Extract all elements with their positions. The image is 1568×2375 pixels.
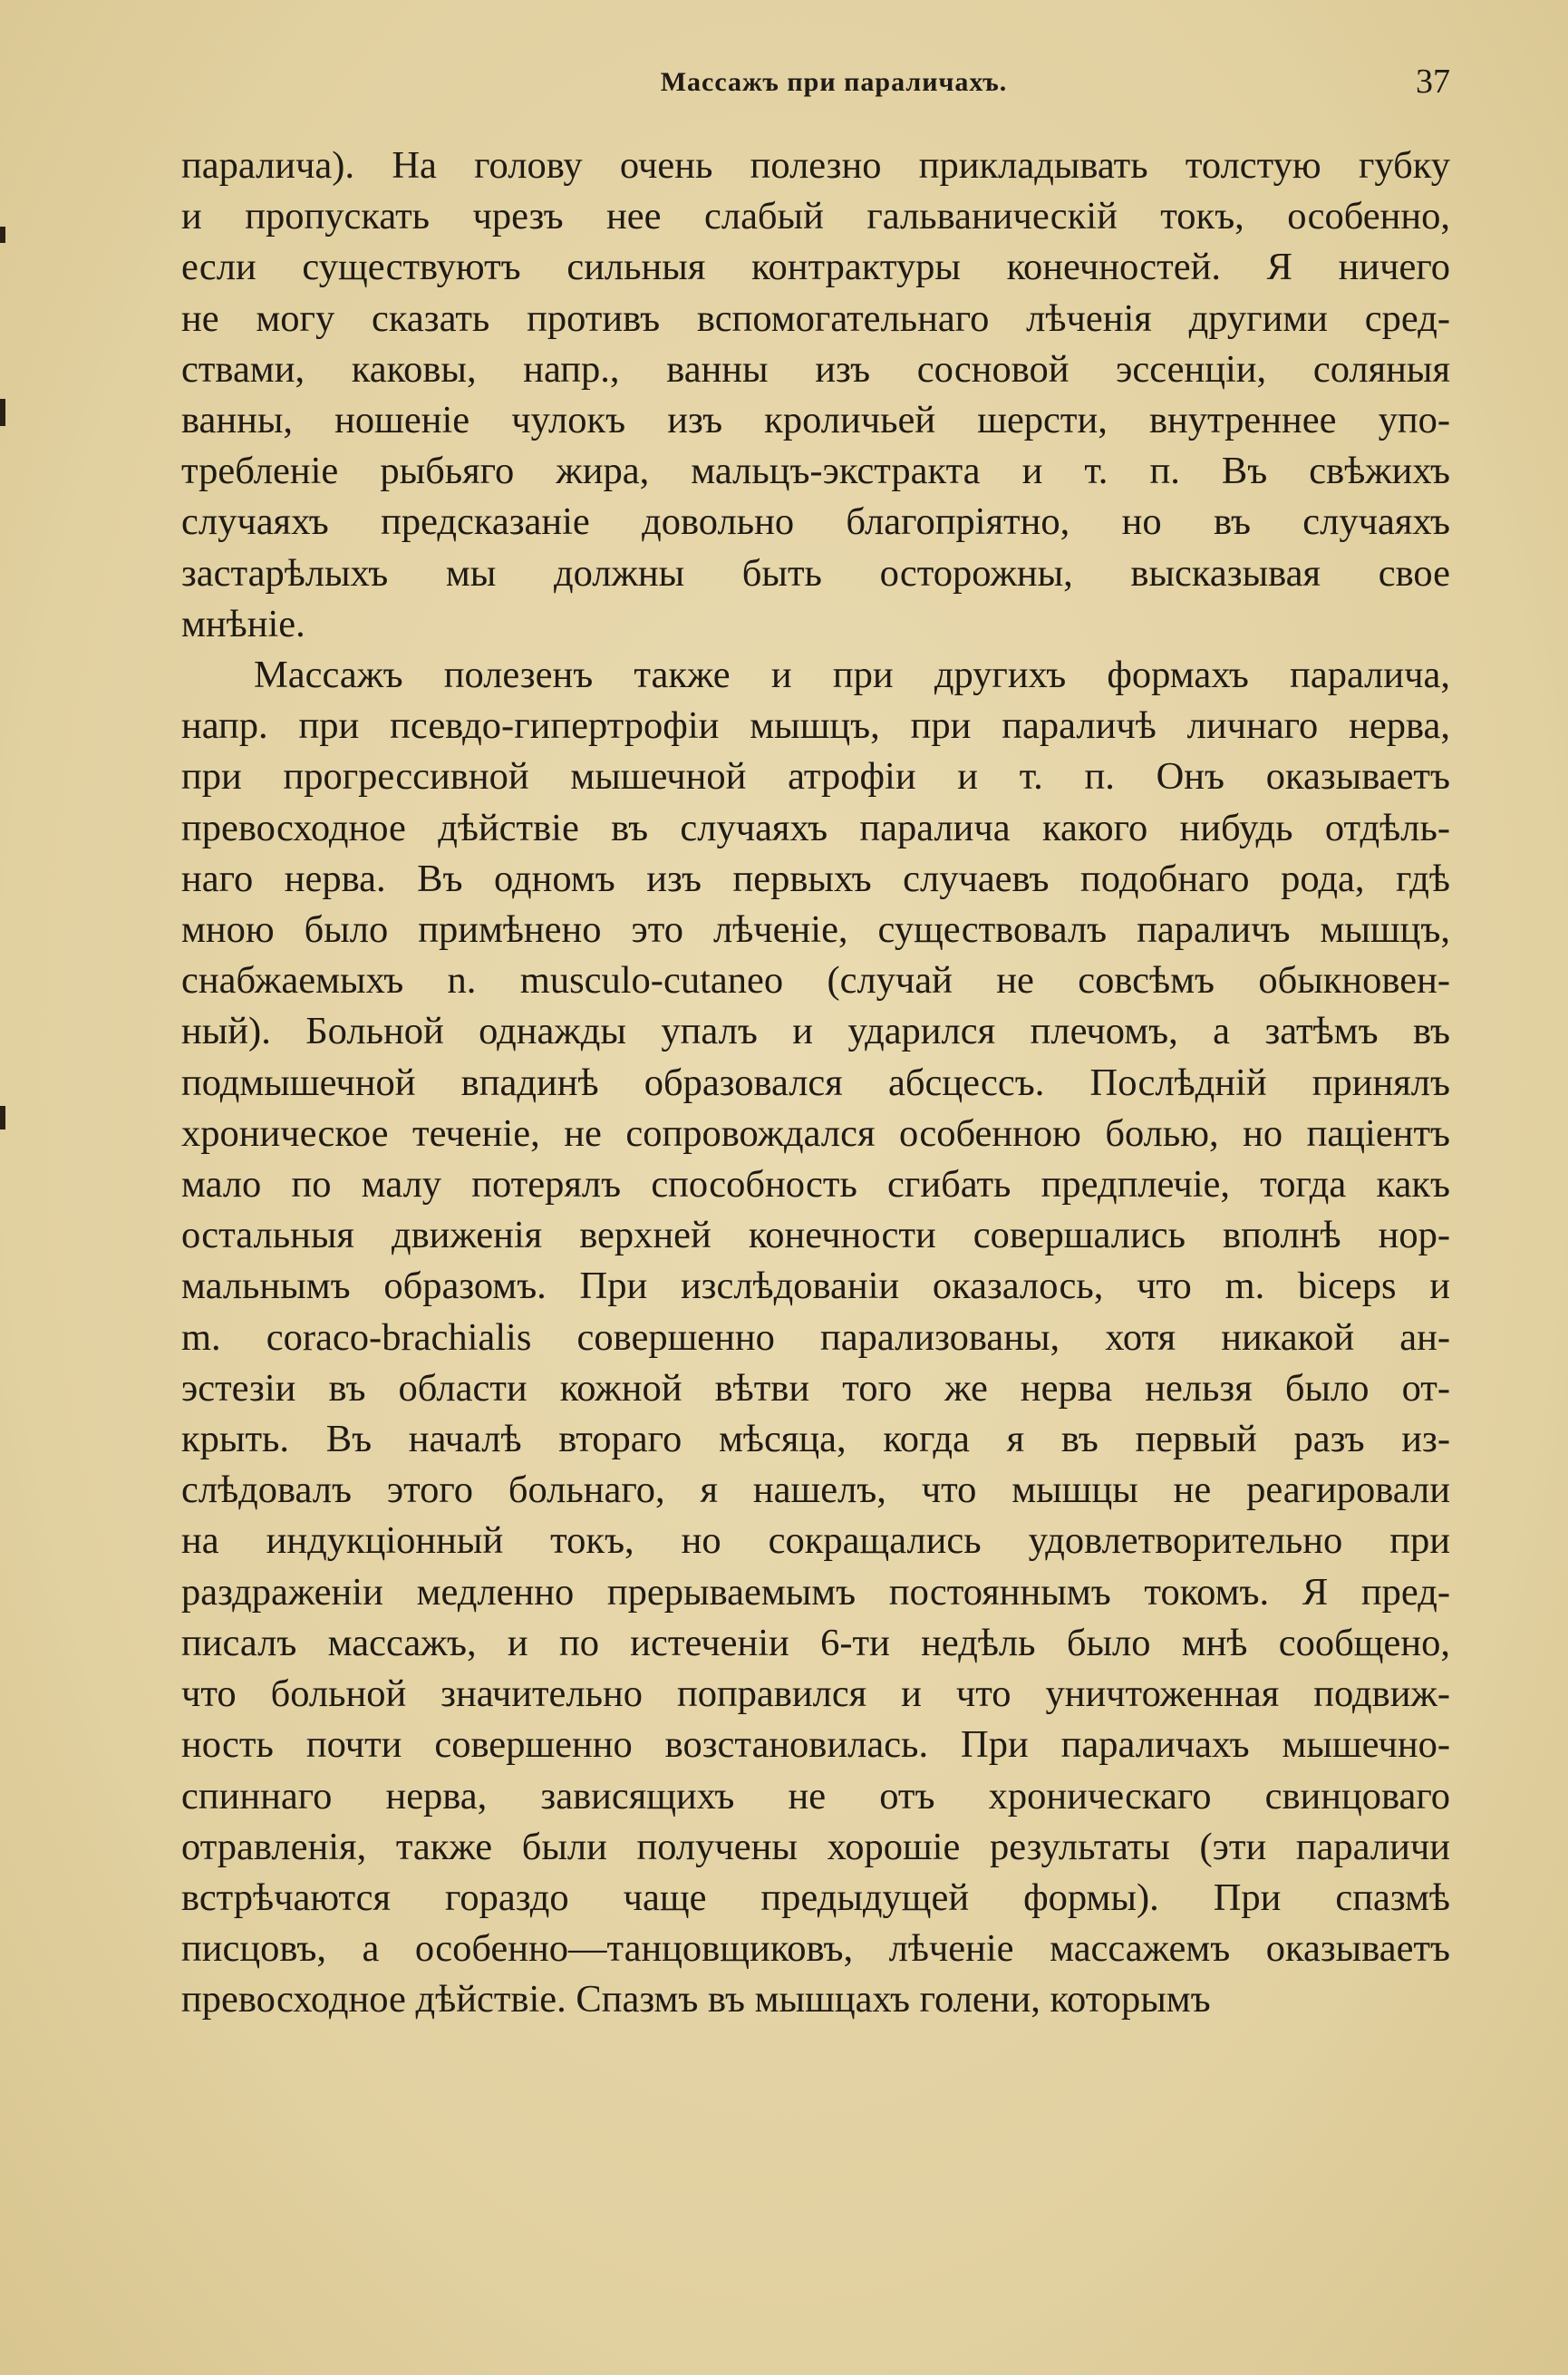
- text-line: остальныя движенія верхней конечности совершались вполнѣ нор-: [181, 1214, 1450, 1257]
- text-line: наго нерва. Въ одномъ изъ первыхъ случаевъ подобнаго рода, гдѣ: [181, 857, 1450, 900]
- text-line: слѣдовалъ этого больнаго, я нашелъ, что мышцы не реагировали: [181, 1469, 1450, 1512]
- text-line: снабжаемыхъ n. musculo-cutaneo (случай не совсѣмъ обыкновен-: [181, 959, 1450, 1003]
- margin-mark: [0, 227, 5, 243]
- running-title: Массажъ при параличахъ.: [660, 67, 1008, 97]
- paragraph: [181, 141, 1450, 650]
- paragraph: [181, 650, 1450, 2025]
- text-line: случаяхъ предсказаніе довольно благопріятно, но въ случаяхъ: [181, 500, 1450, 544]
- margin-mark: [0, 399, 5, 426]
- text-line: требленіе рыбьяго жира, мальцъ-экстракта и т. п. Въ свѣжихъ: [181, 450, 1450, 493]
- text-line: на индукціонный токъ, но сокращались удовлетворительно при: [181, 1519, 1450, 1563]
- text-line: m. coraco-brachialis совершенно парализованы, хотя никакой ан-: [181, 1315, 1450, 1359]
- text-line: мальнымъ образомъ. При изслѣдованіи оказалось, что m. biceps и: [181, 1265, 1450, 1308]
- text-line: встрѣчаются гораздо чаще предыдущей формы). При спазмѣ: [181, 1876, 1450, 1919]
- text-line: крыть. Въ началѣ втораго мѣсяца, когда я въ первый разъ из-: [181, 1418, 1450, 1461]
- text-line: застарѣлыхъ мы должны быть осторожны, высказывая свое: [181, 551, 1450, 595]
- text-line: спиннаго нерва, зависящихъ не отъ хроническаго свинцоваго: [181, 1774, 1450, 1818]
- text-line: мнѣніе.: [181, 602, 305, 645]
- text-line: эстезіи въ области кожной вѣтви того же нерва нельзя было от-: [181, 1366, 1450, 1410]
- text-line: паралича). На голову очень полезно прикладывать толстую губку: [181, 144, 1450, 187]
- text-line: раздраженіи медленно прерываемымъ постояннымъ токомъ. Я пред-: [181, 1570, 1450, 1614]
- text-line: превосходное дѣйствіе въ случаяхъ паралича какого нибудь отдѣль-: [181, 806, 1450, 849]
- text-line: напр. при псевдо-гипертрофіи мышцъ, при параличѣ личнаго нерва,: [181, 704, 1450, 748]
- text-line: ванны, ношеніе чулокъ изъ кроличьей шерсти, внутреннее упо-: [181, 399, 1450, 442]
- text-line: и пропускать чрезъ нее слабый гальваническій токъ, особенно,: [181, 195, 1450, 238]
- text-line: при прогрессивной мышечной атрофіи и т. п. Онъ оказываетъ: [181, 755, 1450, 799]
- text-line: не могу сказать противъ вспомогательнаго лѣченія другими сред-: [181, 296, 1450, 340]
- text-line: ный). Больной однажды упалъ и ударился плечомъ, а затѣмъ въ: [181, 1010, 1450, 1053]
- text-line: хроническое теченіе, не сопровождался особенною болью, но паціентъ: [181, 1111, 1450, 1155]
- running-head: [181, 63, 1450, 112]
- text-line: если существуютъ сильныя контрактуры конечностей. Я ничего: [181, 246, 1450, 289]
- text-line: писцовъ, а особенно—танцовщиковъ, лѣченіе массажемъ оказываетъ: [181, 1927, 1450, 1971]
- body-text: [181, 141, 1450, 2026]
- margin-mark: [0, 1106, 5, 1129]
- text-line: ность почти совершенно возстановилась. При параличахъ мышечно-: [181, 1723, 1450, 1767]
- text-line: мною было примѣнено это лѣченіе, существовалъ параличъ мышцъ,: [181, 908, 1450, 952]
- text-line: мало по малу потерялъ способность сгибать предплечіе, тогда какъ: [181, 1163, 1450, 1207]
- text-line: подмышечной впадинѣ образовался абсцессъ. Послѣдній принялъ: [181, 1061, 1450, 1104]
- text-line: что больной значительно поправился и что уничтоженная подвиж-: [181, 1672, 1450, 1716]
- text-line: отравленія, также были получены хорошіе результаты (эти параличи: [181, 1825, 1450, 1868]
- text-line: писалъ массажъ, и по истеченіи 6-ти недѣль было мнѣ сообщено,: [181, 1621, 1450, 1664]
- page-number: 37: [1416, 63, 1450, 101]
- text-line: Массажъ полезенъ также и при другихъ формахъ паралича,: [254, 654, 1450, 697]
- text-line: ствами, каковы, напр., ванны изъ сосновой эссенціи, соляныя: [181, 347, 1450, 391]
- text-line: превосходное дѣйствіе. Спазмъ въ мышцахъ голени, которымъ: [181, 1978, 1211, 2021]
